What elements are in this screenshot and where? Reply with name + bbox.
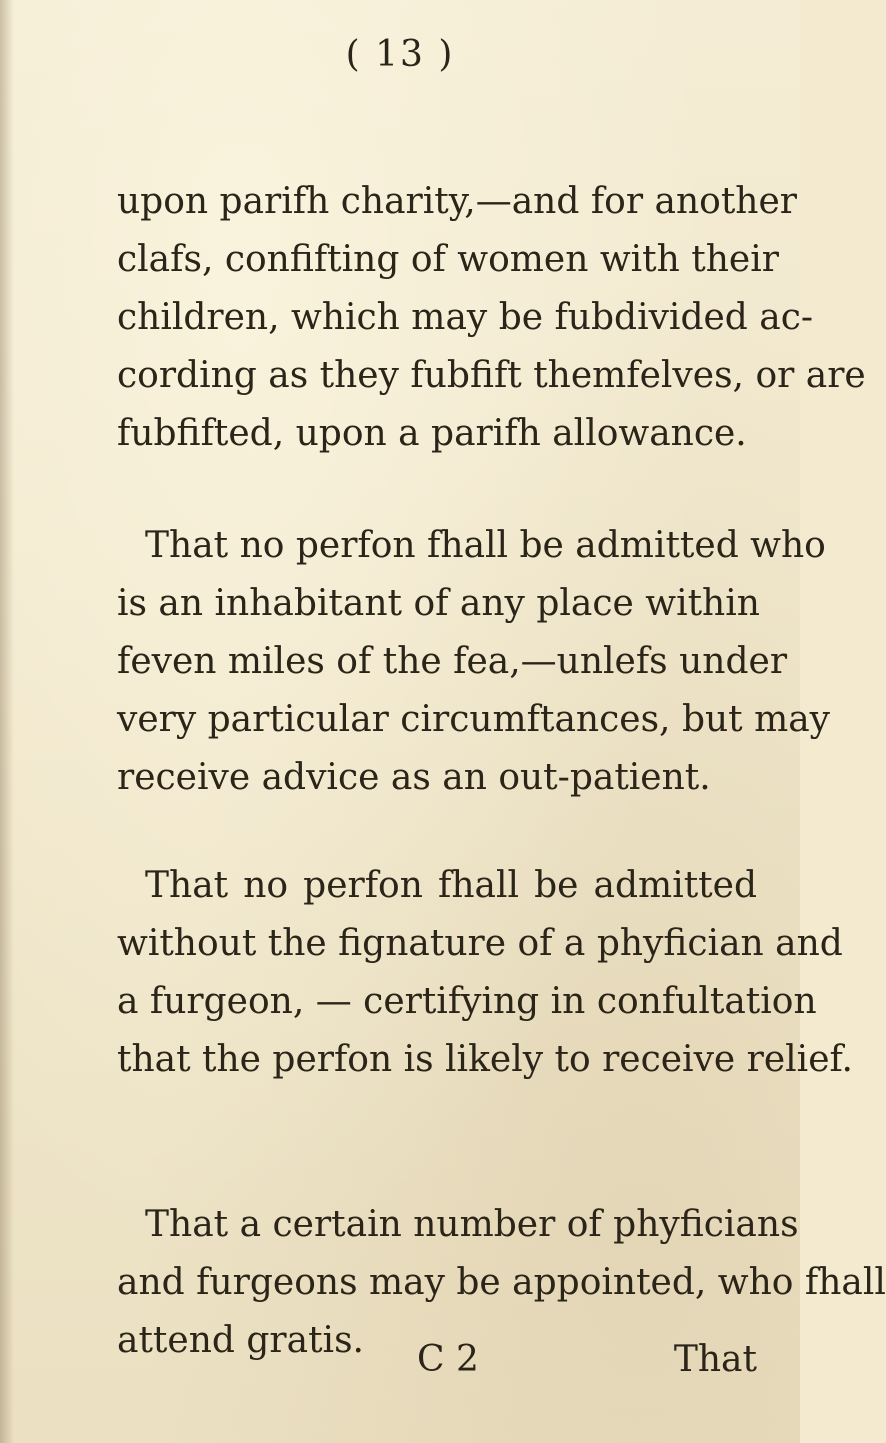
- paragraph-2: [117, 517, 831, 807]
- text-line: receive advice as an out-patient.: [117, 757, 711, 798]
- text-line: upon parifh charity,—and for another: [117, 181, 797, 222]
- paragraph-3: [117, 857, 853, 1089]
- page-number: ( 13 ): [345, 34, 455, 75]
- text-line: very particular circumftances, but may: [117, 699, 831, 740]
- catchword: That: [673, 1339, 757, 1380]
- text-line: cording as they fubfift themfelves, or are: [117, 355, 866, 396]
- text-line: That no perfon fhall be admitted who: [145, 525, 826, 566]
- text-line: is an inhabitant of any place within: [117, 583, 760, 624]
- text-line: attend gratis.: [117, 1320, 364, 1361]
- text-line: and furgeons may be appointed, who fhall: [117, 1262, 886, 1303]
- paragraph-1: [117, 173, 866, 463]
- text-line: That a certain number of phyficians: [145, 1204, 799, 1245]
- text-line: children, which may be fubdivided ac-: [117, 297, 814, 338]
- text-line: clafs, confifting of women with their: [117, 239, 779, 280]
- text-line: a furgeon, — certifying in confultation: [117, 981, 817, 1022]
- text-line: fubfifted, upon a parifh allowance.: [117, 413, 747, 454]
- signature-mark: C 2: [417, 1339, 479, 1380]
- page-gutter-shadow: [0, 0, 14, 1443]
- text-line: without the fignature of a phyfician and: [117, 923, 843, 964]
- text-line: that the perfon is likely to receive relief.: [117, 1039, 853, 1080]
- text-line: That no perfon fhall be admitted: [145, 865, 757, 906]
- text-line: feven miles of the fea,—unlefs under: [117, 641, 788, 682]
